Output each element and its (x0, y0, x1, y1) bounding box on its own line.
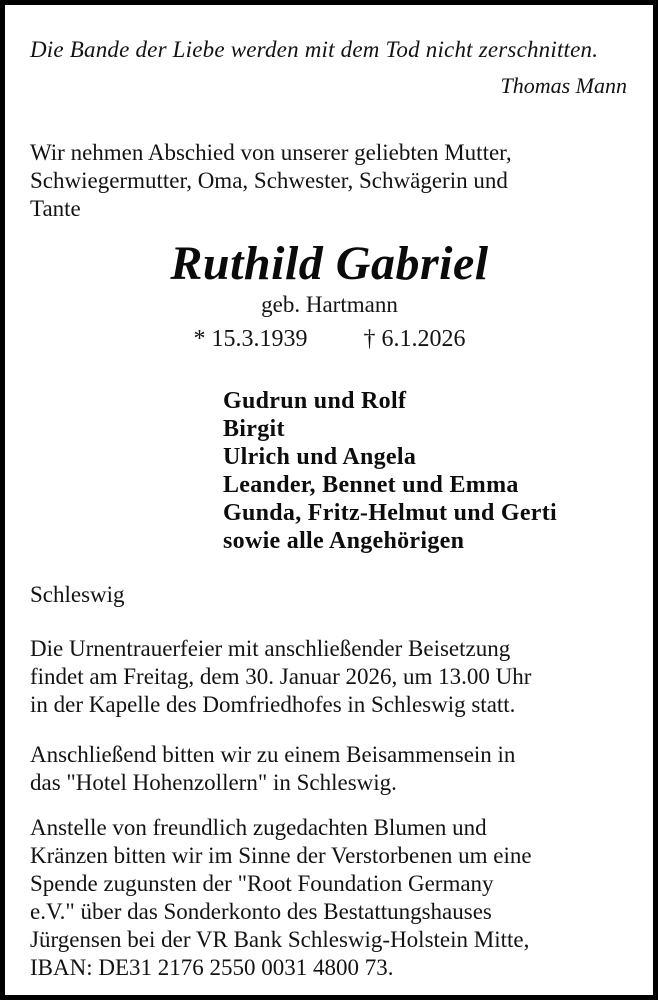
paragraph-line: Anstelle von freundlich zugedachten Blumen und (30, 815, 487, 840)
epigraph-quote: Die Bande der Liebe werden mit dem Tod nicht zerschnitten. (30, 37, 599, 62)
intro-line: Wir nehmen Abschied von unserer geliebten Mutter, (30, 140, 512, 165)
city-label: Schleswig (30, 582, 125, 607)
death-date: † 6.1.2026 (363, 326, 466, 352)
mourner-line: sowie alle Angehörigen (223, 528, 465, 554)
mourner-line: Gudrun und Rolf (223, 388, 407, 414)
paragraph-line: Kränzen bitten wir im Sinne der Verstorbenen um eine (30, 843, 532, 868)
maiden-name: geb. Hartmann (261, 292, 398, 317)
epigraph-attribution: Thomas Mann (500, 73, 627, 98)
funeral-details-paragraph (30, 635, 629, 719)
paragraph-line: findet am Freitag, dem 30. Januar 2026, um 13.00 Uhr (30, 664, 532, 689)
intro-line: Tante (30, 196, 81, 221)
mourner-line: Leander, Bennet und Emma (223, 472, 519, 498)
paragraph-line: e.V." über das Sonderkonto des Bestattungshauses (30, 899, 492, 924)
life-dates (30, 324, 629, 354)
deceased-name: Ruthild Gabriel (170, 237, 489, 290)
donation-paragraph (30, 814, 629, 982)
paragraph-line: Jürgensen bei der VR Bank Schleswig-Holstein Mitte, (30, 927, 530, 952)
birth-date: * 15.3.1939 (193, 326, 308, 352)
gathering-paragraph (30, 741, 629, 797)
mourner-line: Gunda, Fritz-Helmut und Gerti (223, 500, 558, 526)
paragraph-line: Die Urnentrauerfeier mit anschließender Beisetzung (30, 636, 511, 661)
paragraph-line: das "Hotel Hohenzollern" in Schleswig. (30, 770, 397, 795)
intro-line: Schwiegermutter, Oma, Schwester, Schwägerin und (30, 168, 508, 193)
mourner-line: Birgit (223, 416, 285, 442)
epigraph (30, 35, 629, 99)
mourner-line: Ulrich und Angela (223, 444, 417, 470)
paragraph-line: in der Kapelle des Domfriedhofes in Schleswig statt. (30, 692, 516, 717)
paragraph-line: Anschließend bitten wir zu einem Beisammensein in (30, 742, 516, 767)
iban-line: IBAN: DE31 2176 2550 0031 4800 73. (30, 955, 394, 980)
intro-text (30, 139, 629, 223)
mourners-list (223, 387, 629, 555)
paragraph-line: Spende zugunsten der "Root Foundation Germany (30, 871, 494, 896)
